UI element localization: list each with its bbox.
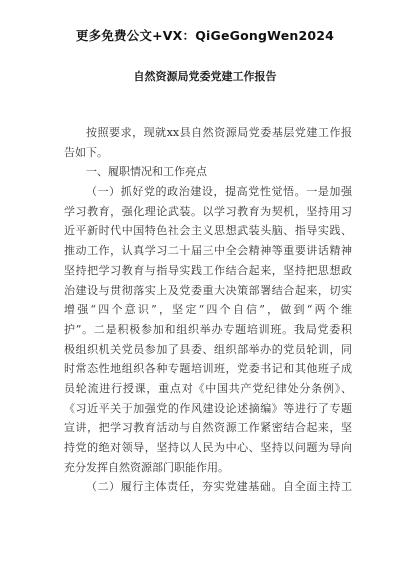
body-line: 推动工作，认真学习二十届三中全会精神等重要讲话精神 bbox=[64, 244, 352, 258]
body-line: 员轮流进行授课，重点对《中国共产党纪律处分条例》、 bbox=[64, 381, 352, 395]
body-line: 极组织机关党员参加了县委、组织部举办的党员轮训，同 bbox=[64, 342, 352, 356]
promo-banner: 更多免费公文+VX：QiGeGongWen2024 bbox=[75, 28, 335, 43]
body-line: 充分发挥自然资源部门职能作用。 bbox=[64, 460, 229, 474]
body-line: 按照要求，现就xx县自然资源局党委基层党建工作报 bbox=[86, 126, 352, 139]
document-title: 自然资源局党委党建工作报告 bbox=[133, 70, 277, 83]
body-line: 增强“四个意识”，坚定“四个自信”，做到“两个维 bbox=[64, 303, 352, 317]
body-line: 近平新时代中国特色社会主义思想武装头脑、指导实践、 bbox=[64, 224, 352, 238]
body-line: 治建设与贯彻落实上及党委重大决策部署结合起来，切实 bbox=[64, 283, 352, 297]
body-line: 持党的绝对领导，坚持以人民为中心、坚持以问题为导向 bbox=[64, 441, 352, 454]
body-line: 告如下。 bbox=[64, 145, 108, 159]
body-line: 宣讲，把学习教育活动与自然资源工作紧密结合起来，坚 bbox=[64, 421, 352, 435]
body-line: 护”。二是积极参加和组织举办专题培训班。我局党委积 bbox=[64, 322, 352, 336]
body-line: 坚持把学习教育与指导实践工作结合起来，坚持把思想政 bbox=[64, 263, 352, 277]
body-line: 《习近平关于加强党的作风建设论述摘编》等进行了专题 bbox=[64, 401, 352, 415]
body-line: （一）抓好党的政治建设，提高党性觉悟。一是加强 bbox=[86, 185, 352, 199]
body-line: 时常态性地组织各种专题培训班，党委书记和其他班子成 bbox=[64, 362, 352, 376]
body-line: 一、履职情况和工作亮点 bbox=[86, 165, 207, 179]
body-line: 学习教育，强化理论武装。以学习教育为契机，坚持用习 bbox=[64, 204, 352, 218]
document-body bbox=[64, 123, 352, 497]
body-line: （二）履行主体责任，夯实党建基础。自全面主持工 bbox=[86, 480, 352, 494]
